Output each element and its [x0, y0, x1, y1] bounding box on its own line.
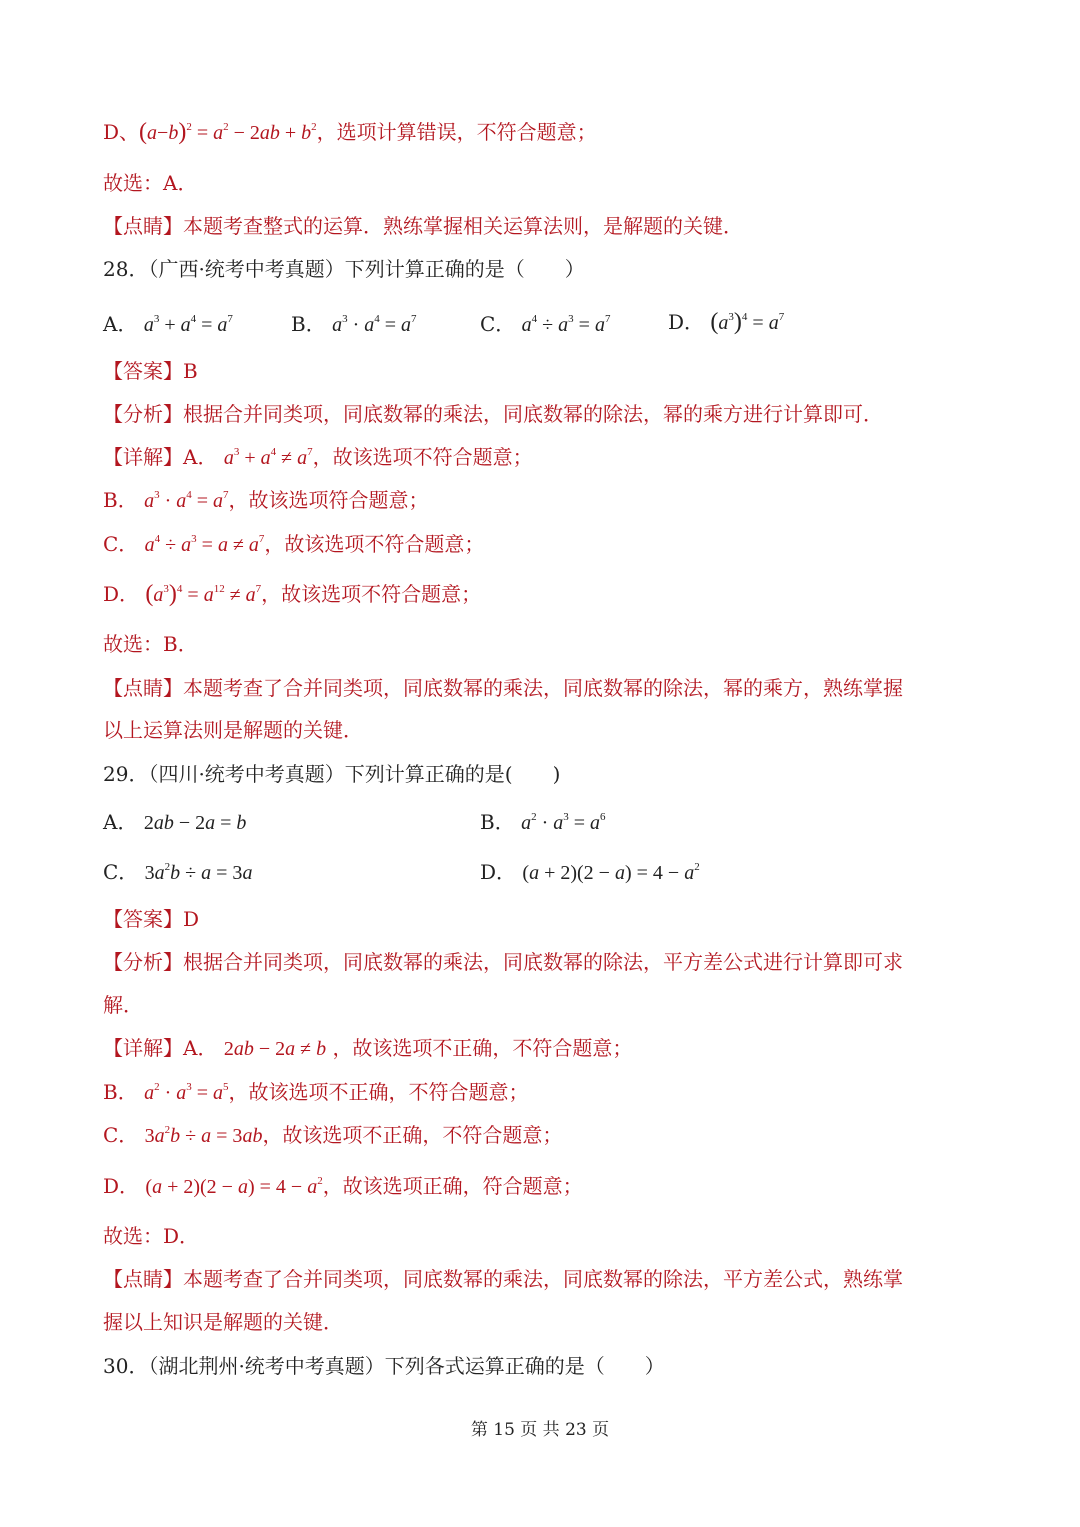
q29-option-b	[480, 806, 606, 835]
prev-detail-d-label: D、	[103, 120, 140, 144]
formula: 2ab − 2a = b	[143, 812, 247, 834]
tip-tag: 【点睛】	[103, 214, 183, 238]
q29-detail-b	[103, 1080, 529, 1105]
detail-label: D．	[103, 1174, 140, 1198]
detail-text: ，故该选项不符合题意；	[264, 532, 485, 556]
q28-detail-c	[103, 532, 484, 557]
detail-label: C．	[103, 532, 139, 556]
formula: $(a-b)^2 = a^2 - 2ab + b^2$	[139, 119, 317, 145]
detail-text: ，故该选项不正确，不符合题意；	[262, 1123, 563, 1147]
page-footer: 第 15 页 共 23 页	[470, 1420, 610, 1440]
q29-tip-line2: 握以上知识是解题的关键．	[103, 1310, 343, 1334]
q28-option-b	[291, 308, 417, 337]
detail-label: B．	[103, 488, 138, 512]
option-label: D．	[668, 310, 705, 334]
formula: $a^2 \cdot a^3 = a^6$	[521, 811, 606, 834]
prev-detail-d	[103, 118, 597, 147]
formula: $(a + 2)(2 - a) = 4 - a^2$	[522, 861, 700, 884]
option-label: D．	[480, 860, 517, 884]
q28-tip-line2: 以上运算法则是解题的关键．	[103, 718, 363, 742]
formula: $a^4 \div a^3 = a \ne a^7$	[144, 533, 265, 556]
detail-tag: 【详解】	[103, 1036, 183, 1060]
formula: $3a^2b \div a = 3a$	[144, 861, 253, 884]
formula: $(a^3)^4 = a^7$	[710, 309, 785, 335]
detail-label: A．	[183, 1036, 218, 1060]
formula: $a^4 \div a^3 = a^7$	[521, 313, 611, 336]
formula: $a^3 + a^4 = a^7$	[143, 313, 233, 336]
q29-title: 29．（四川·统考中考真题）下列计算正确的是( )	[103, 762, 561, 786]
q28-option-c	[480, 308, 610, 337]
q28-detail-b	[103, 488, 429, 513]
q28-option-d	[668, 306, 784, 336]
q28-option-a	[103, 308, 233, 337]
detail-text: ，故该选项不符合题意；	[312, 445, 533, 469]
formula: $a^2 \cdot a^3 = a^5$	[144, 1081, 229, 1104]
q29-analysis-line1: 【分析】根据合并同类项，同底数幂的乘法，同底数幂的除法，平方差公式进行计算即可求	[103, 950, 903, 974]
q28-analysis: 【分析】根据合并同类项，同底数幂的乘法，同底数幂的除法，幂的乘方进行计算即可．	[103, 402, 883, 426]
q29-option-d	[480, 856, 700, 885]
detail-text: ，故该选项不符合题意；	[261, 582, 482, 606]
detail-label: B．	[103, 1080, 138, 1104]
detail-text: ，故该选项不正确，不符合题意；	[332, 1036, 633, 1060]
q28-detail-a	[103, 445, 533, 470]
option-label: C．	[103, 860, 139, 884]
prev-tip	[103, 214, 743, 238]
q29-analysis-line2: 解．	[103, 993, 143, 1017]
prev-choose: 故选：A．	[103, 171, 198, 195]
q29-detail-c	[103, 1123, 562, 1148]
q29-option-c	[103, 856, 252, 885]
detail-tag: 【详解】	[103, 445, 183, 469]
detail-text: ，故该选项正确，符合题意；	[322, 1174, 583, 1198]
formula: 2ab − 2a ≠ b	[223, 1038, 327, 1060]
tip-text: 本题考查整式的运算．熟练掌握相关运算法则，是解题的关键．	[183, 214, 743, 238]
q29-detail-d	[103, 1174, 583, 1199]
q28-detail-d	[103, 580, 481, 609]
option-label: B．	[480, 810, 515, 834]
q28-tip-line1: 【点睛】本题考查了合并同类项，同底数幂的乘法，同底数幂的除法，幂的乘方，熟练掌握	[103, 676, 903, 700]
q28-answer: 【答案】B	[103, 359, 198, 383]
formula: $(a + 2)(2 - a) = 4 - a^2$	[145, 1175, 323, 1198]
detail-text: ，故该选项不正确，不符合题意；	[228, 1080, 529, 1104]
detail-label: D．	[103, 582, 140, 606]
formula: $a^3 + a^4 \ne a^7$	[223, 446, 313, 469]
prev-detail-d-text: ，选项计算错误，不符合题意；	[316, 120, 597, 144]
q28-choose: 故选：B．	[103, 632, 198, 656]
formula: $a^3 \cdot a^4 = a^7$	[332, 313, 417, 336]
q29-tip-line1: 【点睛】本题考查了合并同类项，同底数幂的乘法，同底数幂的除法，平方差公式，熟练掌	[103, 1267, 903, 1291]
detail-label: A．	[183, 445, 218, 469]
option-label: A．	[103, 810, 138, 834]
formula: $3a^2b \div a = 3ab$	[144, 1124, 263, 1147]
q30-title: 30．（湖北荆州·统考中考真题）下列各式运算正确的是（ ）	[103, 1354, 665, 1378]
formula: $(a^3)^4 = a^{12} \ne a^7$	[145, 581, 262, 607]
q29-choose: 故选：D．	[103, 1224, 200, 1248]
option-label: C．	[480, 312, 516, 336]
q29-detail-a	[103, 1036, 632, 1061]
q29-option-a	[103, 806, 246, 835]
formula: $a^3 \cdot a^4 = a^7$	[144, 489, 229, 512]
q28-title: 28．（广西·统考中考真题）下列计算正确的是（ ）	[103, 257, 585, 281]
option-label: A．	[103, 312, 138, 336]
detail-text: ，故该选项符合题意；	[228, 488, 429, 512]
q29-answer: 【答案】D	[103, 907, 200, 931]
detail-label: C．	[103, 1123, 139, 1147]
option-label: B．	[291, 312, 326, 336]
